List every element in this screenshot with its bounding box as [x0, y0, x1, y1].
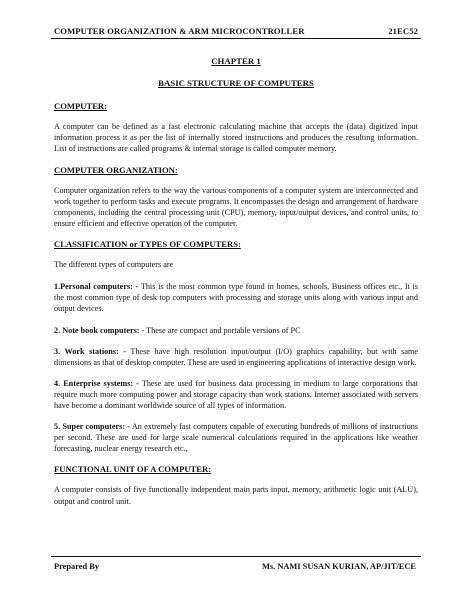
footer-rule: [51, 556, 421, 557]
section-heading-computer: COMPUTER:: [54, 101, 107, 112]
description-work-stations: These have high resolution input/output (I/O) graphics capability, but with same dimensions as that of desktop computer. These are used in engineering applications of interactive design work.: [54, 346, 418, 367]
chapter-number: CHAPTER 1: [211, 56, 261, 66]
description-notebook-computers: These are compact and portable versions of PC: [144, 325, 301, 335]
page-header: [54, 26, 418, 36]
header-course-code: 21EC52: [388, 26, 418, 36]
paragraph-computer-organization: Computer organization refers to the way the various components of a computer system are interconnected and work together to perform tasks and execute programs. It encompasses the design and arrangement of hardware components, including the central processing unit (CPU), memory, input/output devices, and control units, to ensure efficient and effective operation of the computer.: [54, 185, 418, 228]
chapter-title: BASIC STRUCTURE OF COMPUTERS: [158, 78, 314, 89]
header-subject: COMPUTER ORGANIZATION & ARM MICROCONTROLLER: [54, 26, 305, 36]
term-work-stations: 3. Work stations: -: [54, 346, 126, 356]
paragraph-computer-definition: A computer can be defined as a fast electronic calculating machine that accepts the (data) digitized input information process it as per the list of internally stored instructions and produces the resulting information. List of instructions are called programs & internal storage is called computer memory.: [54, 122, 418, 154]
list-item-personal-computers: [54, 281, 418, 314]
section-heading-classification: CLASSIFICATION or TYPES OF COMPUTERS:: [54, 239, 241, 250]
description-super-computers: An extremely fast computers capable of executing hundreds of millions of instructions per second. These are used for large scale numerical calculations required in the applications like weather forecasting, nuclear energy research etc.,: [54, 422, 418, 454]
list-item-notebook-computers: [54, 325, 418, 336]
footer-author: Ms. NAMI SUSAN KURIAN, AP/JIT/ECE: [261, 562, 416, 571]
paragraph-types-intro: The different types of computers are: [54, 260, 174, 270]
page-footer: [54, 562, 418, 571]
description-enterprise-systems: These are used for business data processing in medium to large corporations that require much more computing power and storage capacity than work stations. Internet associated with servers have become a dominant worldwide source of all types of information.: [54, 378, 419, 410]
list-item-enterprise-systems: [54, 378, 418, 411]
list-item-work-stations: [54, 346, 418, 368]
description-personal-computers: This is the most common type found in homes, schools, Business offices etc., It is the most common type of desk top computers with processing and storage units along with various input and output devices.: [54, 282, 418, 314]
term-notebook-computers: 2. Note book computers: -: [54, 325, 145, 335]
list-item-super-computers: [54, 421, 418, 454]
paragraph-functional-unit: A computer consists of five functionally independent main parts input, memory, arithmetic logic unit (ALU), output and control unit.: [54, 485, 418, 506]
page-content: [54, 56, 418, 517]
term-super-computers: 5. Super computers: -: [54, 422, 131, 432]
term-enterprise-systems: 4. Enterprise systems: -: [54, 378, 139, 388]
term-personal-computers: 1.Personal computers: -: [54, 282, 139, 292]
section-heading-functional-unit: FUNCTIONAL UNIT OF A COMPUTER:: [54, 464, 212, 475]
section-heading-organization: COMPUTER ORGANIZATION:: [54, 164, 178, 175]
footer-prepared-by: Prepared By: [54, 562, 100, 571]
header-rule: [51, 38, 421, 39]
